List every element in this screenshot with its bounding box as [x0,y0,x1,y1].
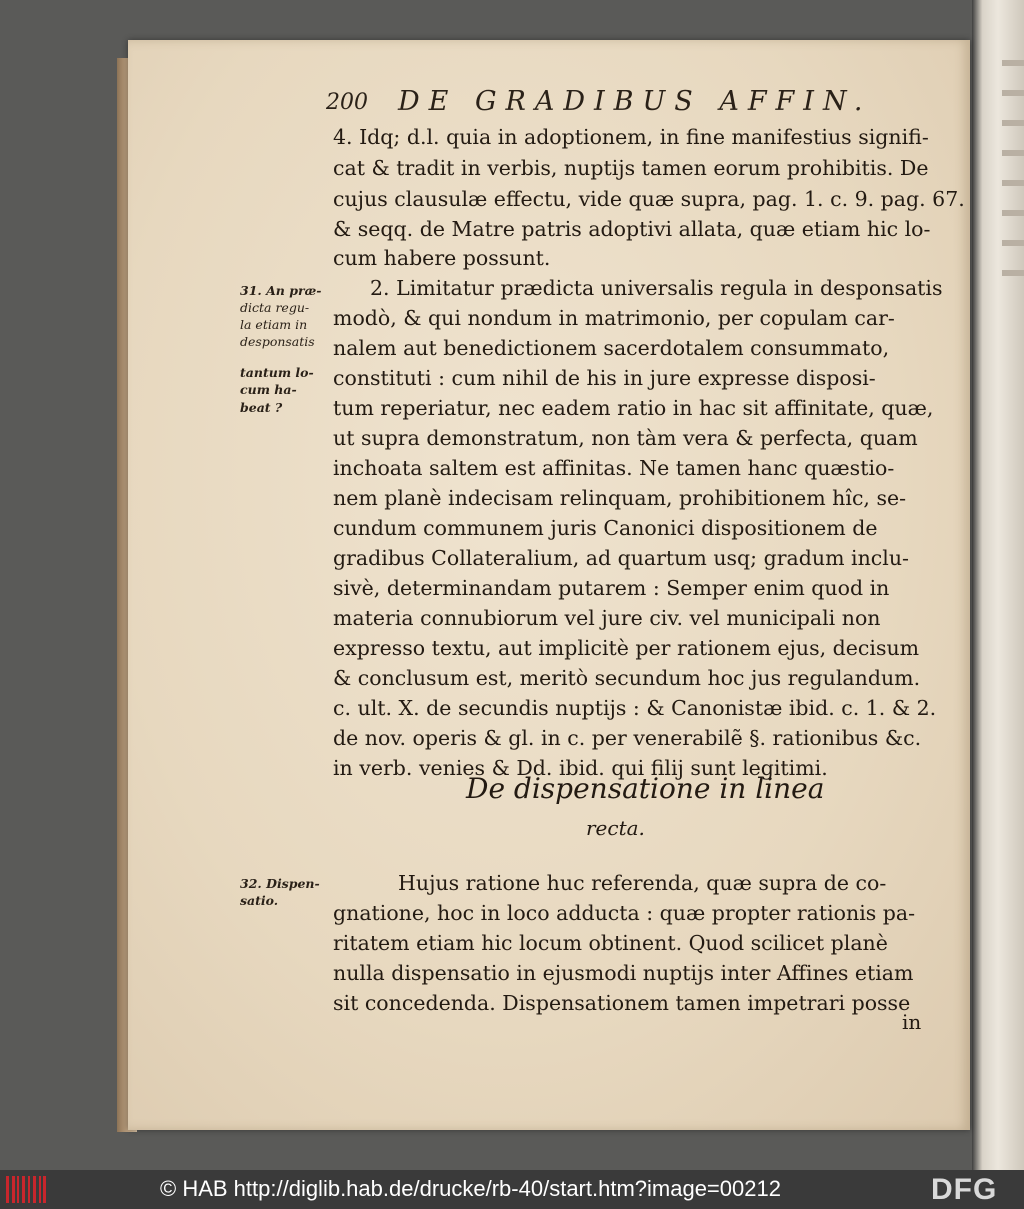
marginal-note: desponsatis [240,334,315,349]
copyright-url-link[interactable]: © HAB http://diglib.hab.de/drucke/rb-40/start.htm?image=00212 [160,1176,781,1201]
text-line: nalem aut benedictionem sacerdotalem consummato, [333,336,890,360]
marginal-note: beat ? [240,400,283,415]
hab-barcode-logo-icon[interactable] [6,1176,46,1203]
text-line: gnatione, hoc in loco adducta : quæ propter rationis pa- [333,901,916,925]
page-number: 200 [326,90,368,115]
text-line: nulla dispensatio in ejusmodi nuptijs inter Affines etiam [333,961,914,985]
marginal-note: dicta regu- [240,300,310,315]
marginal-note: tantum lo- [240,365,314,380]
text-line: Hujus ratione huc referenda, quæ supra de co- [398,871,887,895]
section-heading: De dispensatione in linea [466,772,825,805]
marginal-note: la etiam in [240,317,308,332]
running-head [326,86,886,120]
text-line: sivè, determinandam putarem : Semper enim quod in [333,576,890,600]
text-line: & seqq. de Matre patris adoptivi allata, quæ etiam hic lo- [333,217,931,241]
text-line: gradibus Collateralium, ad quartum usq; gradum inclu- [333,546,909,570]
text-line: & conclusum est, meritò secundum hoc jus regulandum. [333,666,921,690]
text-line: cum habere possunt. [333,246,551,270]
text-line: expresso textu, aut implicitè per rationem ejus, decisum [333,636,920,660]
text-line: sit concedenda. Dispensationem tamen impetrari posse [333,991,911,1015]
section-heading-continued: recta. [586,816,645,840]
text-line: in verb. venies & Dd. ibid. qui filij sunt legitimi. [333,756,828,780]
text-line: cujus clausulæ effectu, vide quæ supra, pag. 1. c. 9. pag. 67. [333,187,965,211]
text-line: de nov. operis & gl. in c. per venerabilẽ §. rationibus &c. [333,726,922,750]
next-page-edge [972,0,1024,1170]
text-line: ut supra demonstratum, non tàm vera & perfecta, quam [333,426,918,450]
text-line: 2. Limitatur prædicta universalis regula in desponsatis [370,276,943,300]
marginal-note: cum ha- [240,382,297,397]
footer-bar [0,1170,1024,1209]
text-line: c. ult. X. de secundis nuptijs : & Canonistæ ibid. c. 1. & 2. [333,696,937,720]
marginal-note: 32. Dispen- [240,876,320,891]
text-line: constituti : cum nihil de his in jure expresse disposi- [333,366,876,390]
text-line: tum reperiatur, nec eadem ratio in hac sit affinitate, quæ, [333,396,934,420]
text-line: cat & tradit in verbis, nuptijs tamen eorum prohibitis. De [333,156,929,180]
catchword: in [902,1010,922,1034]
dfg-logo[interactable]: DFG [931,1173,998,1206]
text-line: nem planè indecisam relinquam, prohibitionem hîc, se- [333,486,907,510]
text-line: inchoata saltem est affinitas. Ne tamen hanc quæstio- [333,456,895,480]
text-line: materia connubiorum vel jure civ. vel municipali non [333,606,881,630]
text-line: cundum communem juris Canonici dispositionem de [333,516,878,540]
text-line: 4. Idq; d.l. quia in adoptionem, in fine manifestius signifi- [333,125,929,149]
marginal-note: satio. [240,893,279,908]
marginal-note: 31. An præ- [240,283,322,298]
text-line: modò, & qui nondum in matrimonio, per copulam car- [333,306,895,330]
running-title: DE GRADIBUS AFFIN. [398,86,872,117]
text-line: ritatem etiam hic locum obtinent. Quod scilicet planè [333,931,888,955]
